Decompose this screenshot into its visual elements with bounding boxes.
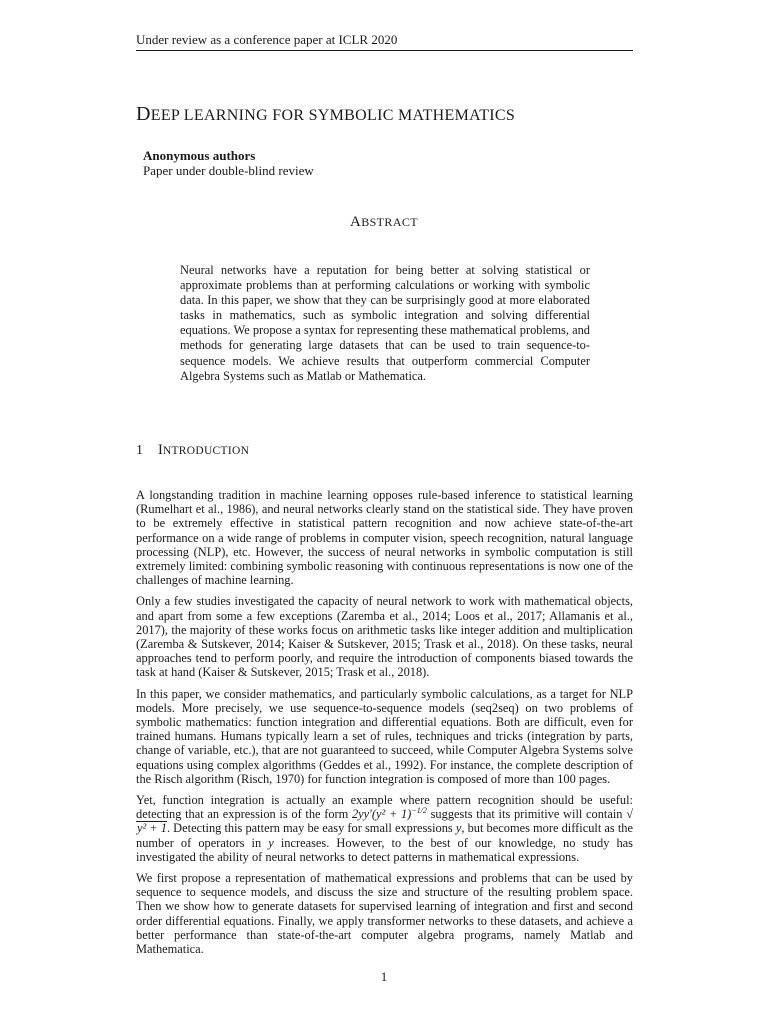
math-variable: y bbox=[455, 821, 462, 836]
text-run: , but becomes more difficult as the number of operators in bbox=[136, 821, 633, 850]
header-rule bbox=[136, 50, 633, 51]
math-exponent: −1/2 bbox=[411, 806, 427, 816]
paragraph: Only a few studies investigated the capacity of neural network to work with mathematical objects, and apart from some a few exceptions (Zaremba et al., 2014; Loos et al., 2017; Allamanis et al., 2017), the majority of these works focus on arithmetic tasks like integer addition and multiplication (Zaremba & Sutskever, 2014; Kaiser & Sutskever, 2015; Trask et al., 2018). On these tasks, neural approaches tend to perform poorly, and require the introduction of components biased towards the task at hand (Kaiser & Sutskever, 2015; Trask et al., 2018). bbox=[136, 594, 633, 680]
paragraph: A longstanding tradition in machine learning opposes rule-based inference to statistical learning (Rumelhart et al., 1986), and neural networks clearly stand on the statistical side. They have proven to be extremely effective in statistical pattern recognition and now achieve state-of-the-art performance on a wide range of problems in computer vision, speech recognition, natural language processing (NLP), etc. However, the success of neural networks in symbolic computation is still extremely limited: combining symbolic reasoning with continuous representations is now one of the challenges of machine learning. bbox=[136, 488, 633, 588]
abstract-heading-initial: A bbox=[349, 214, 362, 230]
paper-title bbox=[136, 101, 515, 129]
paragraph: We first propose a representation of mathematical expressions and problems that can be used by sequence to sequence models, and discuss the size and structure of the resulting problem space. Then we show how to generate datasets for supervised learning of integration and first and second order differential equations. Finally, we apply transformer networks to these datasets, and achieve a better performance than state-of-the-art computer algebra programs, namely Matlab and Mathematica. bbox=[136, 871, 633, 957]
sqrt-expression: y² + 1 bbox=[137, 821, 167, 836]
math-variable: y bbox=[268, 835, 274, 850]
author-block bbox=[143, 148, 314, 178]
paragraph: In this paper, we consider mathematics, and particularly symbolic calculations, as a target for NLP models. More precisely, we use sequence-to-sequence models (seq2seq) on two problems of symbolic mathematics: function integration and differential equations. Both are difficult, even for trained humans. Humans typically learn a set of rules, techniques and tricks (integration by parts, change of variable, etc.), that are not guaranteed to succeed, while Computer Algebra Systems solve equations using complex algorithms (Geddes et al., 1992). For instance, the complete description of the Risch algorithm (Risch, 1970) for function integration is composed of more than 100 pages. bbox=[136, 686, 633, 786]
running-header: Under review as a conference paper at ICLR 2020 bbox=[136, 32, 398, 47]
section-heading-introduction bbox=[136, 441, 249, 460]
text-run: suggests that its primitive will contain bbox=[426, 807, 627, 822]
section-heading-rest: NTRODUCTION bbox=[162, 445, 250, 457]
section-number: 1 bbox=[136, 443, 143, 458]
abstract-heading bbox=[0, 213, 768, 232]
abstract-text: Neural networks have a reputation for being better at solving statistical or approximate problems than at performing calculations or working with symbolic data. In this paper, we show that they can be surprisingly good at more elaborated tasks in mathematics, such as symbolic integration and solving differential equations. We propose a syntax for representing these mathematical problems, and methods for generating large datasets that can be used to train sequence-to-sequence models. We achieve results that outperform commercial Computer Algebra Systems such as Matlab or Mathematica. bbox=[180, 263, 590, 383]
text-run: increases. However, to the best of our knowledge, no study has investigated the ability of neural networks to detect patterns in mathematical expressions. bbox=[136, 835, 633, 864]
page-number: 1 bbox=[380, 969, 388, 984]
author-name: Anonymous authors bbox=[143, 148, 256, 163]
review-note: Paper under double-blind review bbox=[143, 163, 314, 178]
paragraph-with-math bbox=[136, 793, 633, 864]
text-run: Yet, function integration is actually an example where pattern recognition should be useful: detecting that an expression is of the form bbox=[136, 793, 633, 822]
title-initial: D bbox=[136, 103, 151, 125]
abstract-heading-rest: BSTRACT bbox=[361, 215, 419, 229]
section-heading-initial: I bbox=[158, 442, 163, 458]
introduction-body bbox=[136, 488, 633, 963]
math-expression: 2yy′(y² + 1) bbox=[351, 807, 412, 822]
text-run: . Detecting this pattern may be easy for small expressions bbox=[166, 821, 456, 836]
title-rest: EEP LEARNING FOR SYMBOLIC MATHEMATICS bbox=[150, 107, 516, 124]
sqrt-icon: √ bbox=[626, 807, 633, 822]
